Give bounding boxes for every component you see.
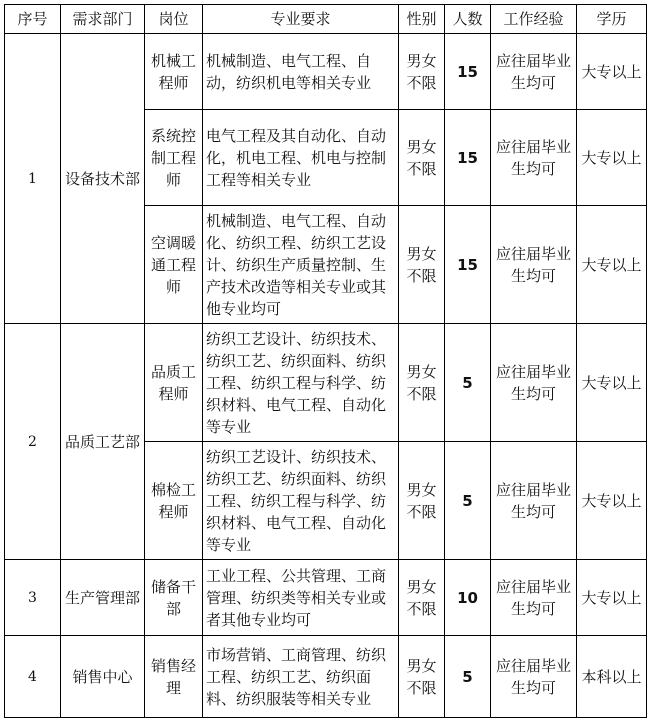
count-cell: 10 xyxy=(445,560,491,636)
edu-cell: 大专以上 xyxy=(577,442,647,560)
header-gender: 性别 xyxy=(399,5,445,34)
edu-cell: 本科以上 xyxy=(577,636,647,718)
header-exp: 工作经验 xyxy=(491,5,577,34)
gender-cell: 男女不限 xyxy=(399,324,445,442)
exp-cell: 应往届毕业生均可 xyxy=(491,442,577,560)
edu-cell: 大专以上 xyxy=(577,324,647,442)
seq-cell: 2 xyxy=(5,324,61,560)
table-row xyxy=(5,560,647,636)
table-row xyxy=(5,34,647,110)
post-cell: 销售经理 xyxy=(145,636,203,718)
gender-cell: 男女不限 xyxy=(399,560,445,636)
gender-cell: 男女不限 xyxy=(399,34,445,110)
dept-cell: 品质工艺部 xyxy=(61,324,145,560)
count-cell: 15 xyxy=(445,206,491,324)
header-edu: 学历 xyxy=(577,5,647,34)
exp-cell: 应往届毕业生均可 xyxy=(491,636,577,718)
exp-cell: 应往届毕业生均可 xyxy=(491,34,577,110)
edu-cell: 大专以上 xyxy=(577,206,647,324)
dept-cell: 生产管理部 xyxy=(61,560,145,636)
count-cell: 5 xyxy=(445,442,491,560)
table-row xyxy=(5,636,647,718)
dept-cell: 销售中心 xyxy=(61,636,145,718)
count-cell: 5 xyxy=(445,324,491,442)
seq-cell: 4 xyxy=(5,636,61,718)
edu-cell: 大专以上 xyxy=(577,34,647,110)
req-cell: 纺织工艺设计、纺织技术、纺织工艺、纺织面料、纺织工程、纺织工程与科学、纺织材料、电气工程、自动化等专业 xyxy=(203,324,399,442)
gender-cell: 男女不限 xyxy=(399,442,445,560)
exp-cell: 应往届毕业生均可 xyxy=(491,110,577,206)
edu-cell: 大专以上 xyxy=(577,560,647,636)
req-cell: 工业工程、公共管理、工商管理、纺织类等相关专业或者其他专业均可 xyxy=(203,560,399,636)
req-cell: 纺织工艺设计、纺织技术、纺织工艺、纺织面料、纺织工程、纺织工程与科学、纺织材料、电气工程、自动化等专业 xyxy=(203,442,399,560)
gender-cell: 男女不限 xyxy=(399,110,445,206)
header-dept: 需求部门 xyxy=(61,5,145,34)
recruitment-table xyxy=(4,4,647,718)
seq-cell: 1 xyxy=(5,34,61,324)
header-seq: 序号 xyxy=(5,5,61,34)
count-cell: 15 xyxy=(445,110,491,206)
header-row xyxy=(5,5,647,34)
post-cell: 储备干部 xyxy=(145,560,203,636)
post-cell: 空调暖通工程师 xyxy=(145,206,203,324)
exp-cell: 应往届毕业生均可 xyxy=(491,206,577,324)
req-cell: 机械制造、电气工程、自动，纺织机电等相关专业 xyxy=(203,34,399,110)
dept-cell: 设备技术部 xyxy=(61,34,145,324)
post-cell: 机械工程师 xyxy=(145,34,203,110)
exp-cell: 应往届毕业生均可 xyxy=(491,560,577,636)
gender-cell: 男女不限 xyxy=(399,206,445,324)
post-cell: 品质工程师 xyxy=(145,324,203,442)
header-post: 岗位 xyxy=(145,5,203,34)
req-cell: 市场营销、工商管理、纺织工程、纺织工艺、纺织面料、纺织服装等相关专业 xyxy=(203,636,399,718)
header-req: 专业要求 xyxy=(203,5,399,34)
table-row xyxy=(5,324,647,442)
seq-cell: 3 xyxy=(5,560,61,636)
count-cell: 5 xyxy=(445,636,491,718)
header-count: 人数 xyxy=(445,5,491,34)
count-cell: 15 xyxy=(445,34,491,110)
gender-cell: 男女不限 xyxy=(399,636,445,718)
exp-cell: 应往届毕业生均可 xyxy=(491,324,577,442)
req-cell: 机械制造、电气工程、自动化、纺织工程、纺织工艺设计、纺织生产质量控制、生产技术改造等相关专业或其他专业均可 xyxy=(203,206,399,324)
edu-cell: 大专以上 xyxy=(577,110,647,206)
post-cell: 系统控制工程师 xyxy=(145,110,203,206)
req-cell: 电气工程及其自动化、自动化，机电工程、机电与控制工程等相关专业 xyxy=(203,110,399,206)
post-cell: 棉检工程师 xyxy=(145,442,203,560)
